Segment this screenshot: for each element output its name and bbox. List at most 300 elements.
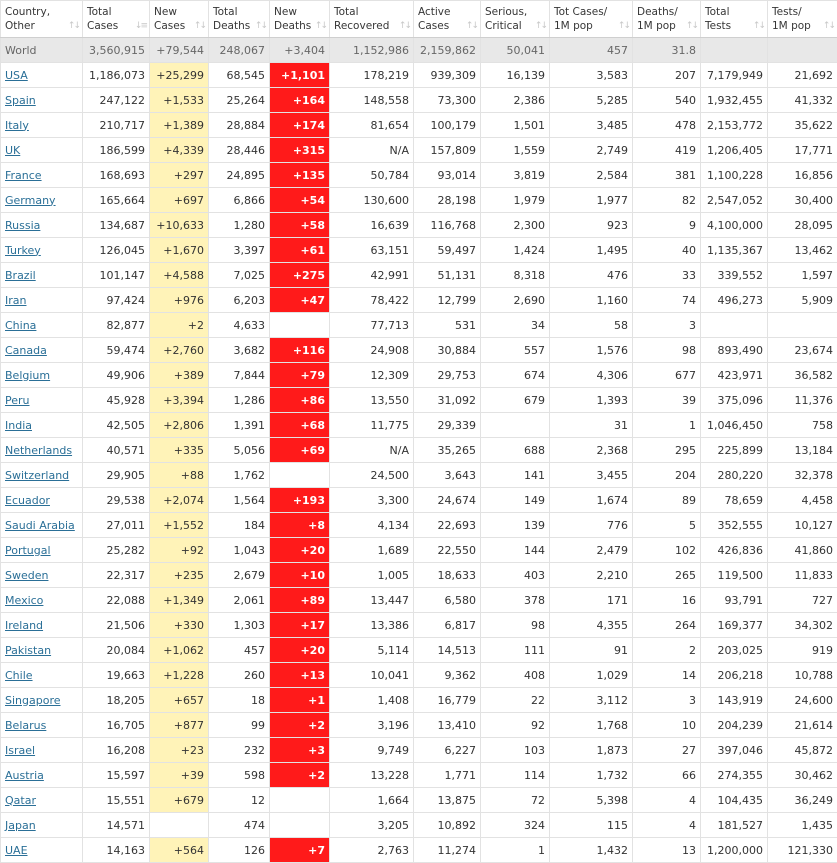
cell-tot-cases-per-1m: 2,584 <box>550 163 633 188</box>
cell-new-deaths: +13 <box>270 663 330 688</box>
cell-total-deaths: 1,286 <box>209 388 270 413</box>
cell-serious-critical: 72 <box>481 788 550 813</box>
table-row <box>1 488 837 513</box>
cell-new-cases: +25,299 <box>150 63 209 88</box>
sort-arrows-icon[interactable]: ↑↓ <box>535 19 546 33</box>
country-link[interactable]: Japan <box>5 819 36 832</box>
cell-total-deaths: 1,564 <box>209 488 270 513</box>
cell-total-tests: 1,932,455 <box>701 88 768 113</box>
cell-serious-critical: 22 <box>481 688 550 713</box>
cell-deaths-per-1m: 677 <box>633 363 701 388</box>
cell-deaths-per-1m: 31.8 <box>633 38 701 63</box>
table-row <box>1 713 837 738</box>
cell-serious-critical: 114 <box>481 763 550 788</box>
cell-serious-critical: 378 <box>481 588 550 613</box>
cell-total-cases: 101,147 <box>83 263 150 288</box>
cell-active-cases: 6,580 <box>414 588 481 613</box>
cell-new-deaths <box>270 313 330 338</box>
column-header-label: Cases <box>418 19 476 33</box>
cell-total-tests: 280,220 <box>701 463 768 488</box>
country-link[interactable]: USA <box>5 69 28 82</box>
table-row <box>1 738 837 763</box>
cell-total-cases: 45,928 <box>83 388 150 413</box>
cell-tot-cases-per-1m: 1,768 <box>550 713 633 738</box>
cell-active-cases: 31,092 <box>414 388 481 413</box>
cell-total-deaths: 232 <box>209 738 270 763</box>
cell-total-recovered: 13,447 <box>330 588 414 613</box>
cell-country <box>1 838 83 863</box>
cell-total-deaths: 248,067 <box>209 38 270 63</box>
cell-new-cases: +39 <box>150 763 209 788</box>
cell-tot-cases-per-1m: 457 <box>550 38 633 63</box>
table-row <box>1 413 837 438</box>
cell-new-cases: +23 <box>150 738 209 763</box>
cell-tot-cases-per-1m: 1,160 <box>550 288 633 313</box>
cell-active-cases: 28,198 <box>414 188 481 213</box>
sort-arrows-icon[interactable]: ↑↓ <box>399 19 410 33</box>
cell-total-tests: 1,046,450 <box>701 413 768 438</box>
table-row <box>1 613 837 638</box>
column-header-label: Total <box>705 5 763 19</box>
country-link[interactable]: Russia <box>5 219 40 232</box>
cell-tot-cases-per-1m: 3,485 <box>550 113 633 138</box>
cell-total-deaths: 25,264 <box>209 88 270 113</box>
column-header-new-deaths[interactable] <box>270 1 330 38</box>
table-row <box>1 538 837 563</box>
sort-arrows-icon[interactable]: ↑↓ <box>255 19 266 33</box>
cell-country <box>1 413 83 438</box>
cell-total-tests: 7,179,949 <box>701 63 768 88</box>
table-row <box>1 563 837 588</box>
country-link[interactable]: Sweden <box>5 569 48 582</box>
cell-total-deaths: 1,762 <box>209 463 270 488</box>
cell-total-deaths: 598 <box>209 763 270 788</box>
cell-new-deaths: +1,101 <box>270 63 330 88</box>
cell-serious-critical: 2,300 <box>481 213 550 238</box>
cell-country <box>1 388 83 413</box>
cell-active-cases: 29,339 <box>414 413 481 438</box>
cell-total-tests: 397,046 <box>701 738 768 763</box>
country-link[interactable]: UAE <box>5 844 28 857</box>
country-link[interactable]: Belarus <box>5 719 46 732</box>
cell-serious-critical: 139 <box>481 513 550 538</box>
country-link[interactable]: Germany <box>5 194 56 207</box>
cell-total-cases: 59,474 <box>83 338 150 363</box>
cell-serious-critical: 688 <box>481 438 550 463</box>
cell-tests-per-1m: 5,909 <box>768 288 837 313</box>
cell-deaths-per-1m: 4 <box>633 788 701 813</box>
country-link[interactable]: Belgium <box>5 369 50 382</box>
table-row <box>1 463 837 488</box>
cell-total-tests: 893,490 <box>701 338 768 363</box>
column-header-label: Other <box>5 19 78 33</box>
cell-serious-critical: 141 <box>481 463 550 488</box>
country-link[interactable]: Italy <box>5 119 29 132</box>
country-link[interactable]: Peru <box>5 394 30 407</box>
sort-arrows-icon[interactable]: ↑↓ <box>194 19 205 33</box>
cell-tests-per-1m: 13,462 <box>768 238 837 263</box>
cell-active-cases: 59,497 <box>414 238 481 263</box>
cell-tests-per-1m: 30,400 <box>768 188 837 213</box>
cell-new-deaths: +174 <box>270 113 330 138</box>
cell-new-cases: +92 <box>150 538 209 563</box>
cell-tests-per-1m: 28,095 <box>768 213 837 238</box>
column-header-label: Tests/ <box>772 5 833 19</box>
table-row <box>1 588 837 613</box>
country-link[interactable]: UK <box>5 144 20 157</box>
cell-country <box>1 363 83 388</box>
cell-serious-critical: 324 <box>481 813 550 838</box>
country-link[interactable]: Mexico <box>5 594 43 607</box>
country-link[interactable]: India <box>5 419 32 432</box>
table-row <box>1 113 837 138</box>
cell-total-deaths: 2,679 <box>209 563 270 588</box>
country-link[interactable]: Canada <box>5 344 47 357</box>
cell-tests-per-1m: 41,332 <box>768 88 837 113</box>
cell-total-recovered: 50,784 <box>330 163 414 188</box>
column-header-total-recovered[interactable] <box>330 1 414 38</box>
cell-deaths-per-1m: 1 <box>633 413 701 438</box>
sort-arrows-icon[interactable]: ↑↓ <box>68 19 79 33</box>
column-header-label: Deaths/ <box>637 5 696 19</box>
country-link[interactable]: Ireland <box>5 619 43 632</box>
cell-total-cases: 21,506 <box>83 613 150 638</box>
cell-total-cases: 14,571 <box>83 813 150 838</box>
cell-serious-critical: 16,139 <box>481 63 550 88</box>
column-header-deaths-per-1m[interactable] <box>633 1 701 38</box>
cell-new-deaths: +3,404 <box>270 38 330 63</box>
cell-deaths-per-1m: 265 <box>633 563 701 588</box>
column-header-label: Total <box>334 5 409 19</box>
table-row <box>1 288 837 313</box>
sort-arrows-icon[interactable]: ↑↓ <box>753 19 764 33</box>
sort-arrows-icon[interactable]: ↓≡ <box>135 19 146 33</box>
cell-tests-per-1m <box>768 313 837 338</box>
table-row <box>1 313 837 338</box>
column-header-label: 1M pop <box>637 19 696 33</box>
cell-tot-cases-per-1m: 1,873 <box>550 738 633 763</box>
cell-new-cases: +1,228 <box>150 663 209 688</box>
cell-new-deaths: +69 <box>270 438 330 463</box>
cell-serious-critical: 408 <box>481 663 550 688</box>
country-link[interactable]: China <box>5 319 36 332</box>
cell-tot-cases-per-1m: 58 <box>550 313 633 338</box>
cell-total-cases: 3,560,915 <box>83 38 150 63</box>
cell-tot-cases-per-1m: 2,479 <box>550 538 633 563</box>
cell-deaths-per-1m: 102 <box>633 538 701 563</box>
country-link[interactable]: France <box>5 169 42 182</box>
cell-serious-critical: 557 <box>481 338 550 363</box>
cell-total-recovered: 178,219 <box>330 63 414 88</box>
cell-total-tests: 93,791 <box>701 588 768 613</box>
cell-total-deaths: 4,633 <box>209 313 270 338</box>
cell-tests-per-1m: 16,856 <box>768 163 837 188</box>
cell-deaths-per-1m: 207 <box>633 63 701 88</box>
cell-total-recovered: 10,041 <box>330 663 414 688</box>
country-link[interactable]: Switzerland <box>5 469 69 482</box>
table-row <box>1 213 837 238</box>
cell-total-recovered: 1,689 <box>330 538 414 563</box>
country-link[interactable]: Turkey <box>5 244 41 257</box>
cell-total-recovered: 13,550 <box>330 388 414 413</box>
country-link[interactable]: Spain <box>5 94 36 107</box>
cell-tot-cases-per-1m: 1,732 <box>550 763 633 788</box>
cell-new-deaths: +17 <box>270 613 330 638</box>
cell-new-cases: +1,389 <box>150 113 209 138</box>
cell-deaths-per-1m: 5 <box>633 513 701 538</box>
column-header-label: Total <box>87 5 145 19</box>
cell-serious-critical: 144 <box>481 538 550 563</box>
column-header-total-deaths[interactable] <box>209 1 270 38</box>
cell-total-cases: 1,186,073 <box>83 63 150 88</box>
column-header-label: 1M pop <box>772 19 833 33</box>
cell-country <box>1 588 83 613</box>
cell-country <box>1 338 83 363</box>
cell-new-deaths: +8 <box>270 513 330 538</box>
cell-total-recovered: 3,196 <box>330 713 414 738</box>
cell-total-recovered: 63,151 <box>330 238 414 263</box>
sort-arrows-icon[interactable]: ↑↓ <box>315 19 326 33</box>
country-link[interactable]: Austria <box>5 769 44 782</box>
country-link[interactable]: Singapore <box>5 694 61 707</box>
cell-total-tests: 143,919 <box>701 688 768 713</box>
cell-total-recovered: 1,005 <box>330 563 414 588</box>
cell-active-cases: 12,799 <box>414 288 481 313</box>
cell-tests-per-1m: 758 <box>768 413 837 438</box>
cell-total-tests: 423,971 <box>701 363 768 388</box>
cell-tests-per-1m: 32,378 <box>768 463 837 488</box>
cell-total-recovered: 3,205 <box>330 813 414 838</box>
cell-total-cases: 134,687 <box>83 213 150 238</box>
column-header-serious-critical[interactable] <box>481 1 550 38</box>
cell-active-cases: 14,513 <box>414 638 481 663</box>
cell-new-deaths: +3 <box>270 738 330 763</box>
cell-country <box>1 88 83 113</box>
cell-tot-cases-per-1m: 1,432 <box>550 838 633 863</box>
column-header-label: 1M pop <box>554 19 628 33</box>
sort-arrows-icon[interactable]: ↑↓ <box>466 19 477 33</box>
cell-total-tests: 78,659 <box>701 488 768 513</box>
cell-tot-cases-per-1m: 3,112 <box>550 688 633 713</box>
cell-country <box>1 513 83 538</box>
column-header-country[interactable] <box>1 1 83 38</box>
cell-active-cases: 531 <box>414 313 481 338</box>
cell-total-deaths: 126 <box>209 838 270 863</box>
cell-deaths-per-1m: 33 <box>633 263 701 288</box>
cell-total-tests: 274,355 <box>701 763 768 788</box>
cell-tests-per-1m: 30,462 <box>768 763 837 788</box>
cell-new-cases: +4,339 <box>150 138 209 163</box>
column-header-tot-cases-per-1m[interactable] <box>550 1 633 38</box>
column-header-label: Tot Cases/ <box>554 5 628 19</box>
cell-country <box>1 438 83 463</box>
table-row <box>1 838 837 863</box>
column-header-label: Total <box>213 5 265 19</box>
cell-deaths-per-1m: 82 <box>633 188 701 213</box>
cell-total-deaths: 474 <box>209 813 270 838</box>
cell-new-deaths: +116 <box>270 338 330 363</box>
sort-arrows-icon[interactable]: ↑↓ <box>823 19 834 33</box>
cell-country <box>1 738 83 763</box>
cell-tot-cases-per-1m: 2,368 <box>550 438 633 463</box>
column-header-new-cases[interactable] <box>150 1 209 38</box>
cell-new-deaths: +315 <box>270 138 330 163</box>
cell-total-cases: 22,088 <box>83 588 150 613</box>
cell-serious-critical <box>481 413 550 438</box>
country-link[interactable]: Portugal <box>5 544 51 557</box>
cell-total-recovered: 77,713 <box>330 313 414 338</box>
cell-total-cases: 42,505 <box>83 413 150 438</box>
cell-tests-per-1m: 34,302 <box>768 613 837 638</box>
cell-new-cases: +330 <box>150 613 209 638</box>
country-link[interactable]: Ecuador <box>5 494 50 507</box>
cell-tot-cases-per-1m: 1,393 <box>550 388 633 413</box>
country-link[interactable]: Chile <box>5 669 33 682</box>
cell-total-tests: 119,500 <box>701 563 768 588</box>
cell-new-cases: +657 <box>150 688 209 713</box>
cell-active-cases: 11,274 <box>414 838 481 863</box>
cell-total-tests: 1,135,367 <box>701 238 768 263</box>
table-row <box>1 513 837 538</box>
cell-serious-critical: 34 <box>481 313 550 338</box>
cell-deaths-per-1m: 4 <box>633 813 701 838</box>
cell-total-cases: 20,084 <box>83 638 150 663</box>
cell-serious-critical: 1,424 <box>481 238 550 263</box>
cell-total-tests: 203,025 <box>701 638 768 663</box>
cell-tests-per-1m: 13,184 <box>768 438 837 463</box>
cell-new-cases: +79,544 <box>150 38 209 63</box>
cell-tot-cases-per-1m: 1,576 <box>550 338 633 363</box>
cell-country <box>1 263 83 288</box>
cell-active-cases: 10,892 <box>414 813 481 838</box>
cell-deaths-per-1m: 540 <box>633 88 701 113</box>
cell-tests-per-1m: 10,127 <box>768 513 837 538</box>
cell-active-cases: 22,693 <box>414 513 481 538</box>
cell-tests-per-1m: 1,435 <box>768 813 837 838</box>
cell-tests-per-1m: 11,376 <box>768 388 837 413</box>
cell-active-cases: 3,643 <box>414 463 481 488</box>
cell-serious-critical: 98 <box>481 613 550 638</box>
column-header-active-cases[interactable] <box>414 1 481 38</box>
cell-new-cases: +88 <box>150 463 209 488</box>
cell-total-tests: 1,100,228 <box>701 163 768 188</box>
table-row <box>1 363 837 388</box>
cell-country <box>1 713 83 738</box>
sort-arrows-icon[interactable]: ↑↓ <box>618 19 629 33</box>
cell-new-cases: +2,074 <box>150 488 209 513</box>
cell-deaths-per-1m: 10 <box>633 713 701 738</box>
column-header-total-tests[interactable] <box>701 1 768 38</box>
table-body <box>1 38 837 863</box>
cell-total-recovered: 24,500 <box>330 463 414 488</box>
cell-new-deaths <box>270 813 330 838</box>
cell-deaths-per-1m: 74 <box>633 288 701 313</box>
cell-deaths-per-1m: 98 <box>633 338 701 363</box>
cell-new-deaths: +10 <box>270 563 330 588</box>
column-header-label: Active <box>418 5 476 19</box>
cell-new-deaths: +58 <box>270 213 330 238</box>
cell-deaths-per-1m: 3 <box>633 313 701 338</box>
cell-tot-cases-per-1m: 2,749 <box>550 138 633 163</box>
cell-total-recovered: 1,152,986 <box>330 38 414 63</box>
cell-new-deaths: +2 <box>270 713 330 738</box>
cell-active-cases: 24,674 <box>414 488 481 513</box>
cell-total-deaths: 28,884 <box>209 113 270 138</box>
cell-total-recovered: 78,422 <box>330 288 414 313</box>
column-header-total-cases[interactable] <box>83 1 150 38</box>
table-row <box>1 388 837 413</box>
cell-total-recovered: 4,134 <box>330 513 414 538</box>
cell-tot-cases-per-1m: 4,306 <box>550 363 633 388</box>
cell-total-cases: 19,663 <box>83 663 150 688</box>
cell-total-tests: 206,218 <box>701 663 768 688</box>
cell-total-cases: 14,163 <box>83 838 150 863</box>
cell-total-deaths: 1,043 <box>209 538 270 563</box>
cell-active-cases: 13,875 <box>414 788 481 813</box>
cell-total-cases: 49,906 <box>83 363 150 388</box>
cell-tests-per-1m: 36,582 <box>768 363 837 388</box>
cell-total-deaths: 7,844 <box>209 363 270 388</box>
cell-tests-per-1m: 11,833 <box>768 563 837 588</box>
cell-total-tests: 426,836 <box>701 538 768 563</box>
country-link[interactable]: Israel <box>5 744 35 757</box>
country-link[interactable]: Saudi Arabia <box>5 519 75 532</box>
cell-tot-cases-per-1m: 1,029 <box>550 663 633 688</box>
cell-serious-critical: 3,819 <box>481 163 550 188</box>
cell-new-deaths <box>270 788 330 813</box>
cell-total-cases: 18,205 <box>83 688 150 713</box>
cell-total-cases: 25,282 <box>83 538 150 563</box>
cell-new-cases: +10,633 <box>150 213 209 238</box>
table-row <box>1 688 837 713</box>
column-header-label: New <box>274 5 325 19</box>
sort-arrows-icon[interactable]: ↑↓ <box>686 19 697 33</box>
cell-tot-cases-per-1m: 476 <box>550 263 633 288</box>
cell-deaths-per-1m: 264 <box>633 613 701 638</box>
table-row <box>1 63 837 88</box>
cell-total-deaths: 7,025 <box>209 263 270 288</box>
cell-total-deaths: 6,866 <box>209 188 270 213</box>
cell-new-deaths: +79 <box>270 363 330 388</box>
column-header-label: Critical <box>485 19 545 33</box>
cell-tot-cases-per-1m: 3,583 <box>550 63 633 88</box>
cell-deaths-per-1m: 13 <box>633 838 701 863</box>
cell-total-cases: 40,571 <box>83 438 150 463</box>
country-link[interactable]: Qatar <box>5 794 36 807</box>
cell-new-deaths: +61 <box>270 238 330 263</box>
column-header-tests-per-1m[interactable] <box>768 1 837 38</box>
cell-total-tests: 225,899 <box>701 438 768 463</box>
country-link[interactable]: Netherlands <box>5 444 72 457</box>
cell-active-cases: 939,309 <box>414 63 481 88</box>
cell-tests-per-1m: 4,458 <box>768 488 837 513</box>
country-link[interactable]: Pakistan <box>5 644 51 657</box>
cell-total-recovered: 9,749 <box>330 738 414 763</box>
cell-tot-cases-per-1m: 5,285 <box>550 88 633 113</box>
column-header-label: Deaths <box>274 19 325 33</box>
cell-active-cases: 93,014 <box>414 163 481 188</box>
country-link[interactable]: Brazil <box>5 269 36 282</box>
cell-total-cases: 29,905 <box>83 463 150 488</box>
cell-country <box>1 238 83 263</box>
cell-deaths-per-1m: 204 <box>633 463 701 488</box>
cell-tot-cases-per-1m: 2,210 <box>550 563 633 588</box>
country-link[interactable]: Iran <box>5 294 26 307</box>
table-row <box>1 438 837 463</box>
cell-total-recovered: 12,309 <box>330 363 414 388</box>
cell-total-recovered: 3,300 <box>330 488 414 513</box>
cell-deaths-per-1m: 89 <box>633 488 701 513</box>
